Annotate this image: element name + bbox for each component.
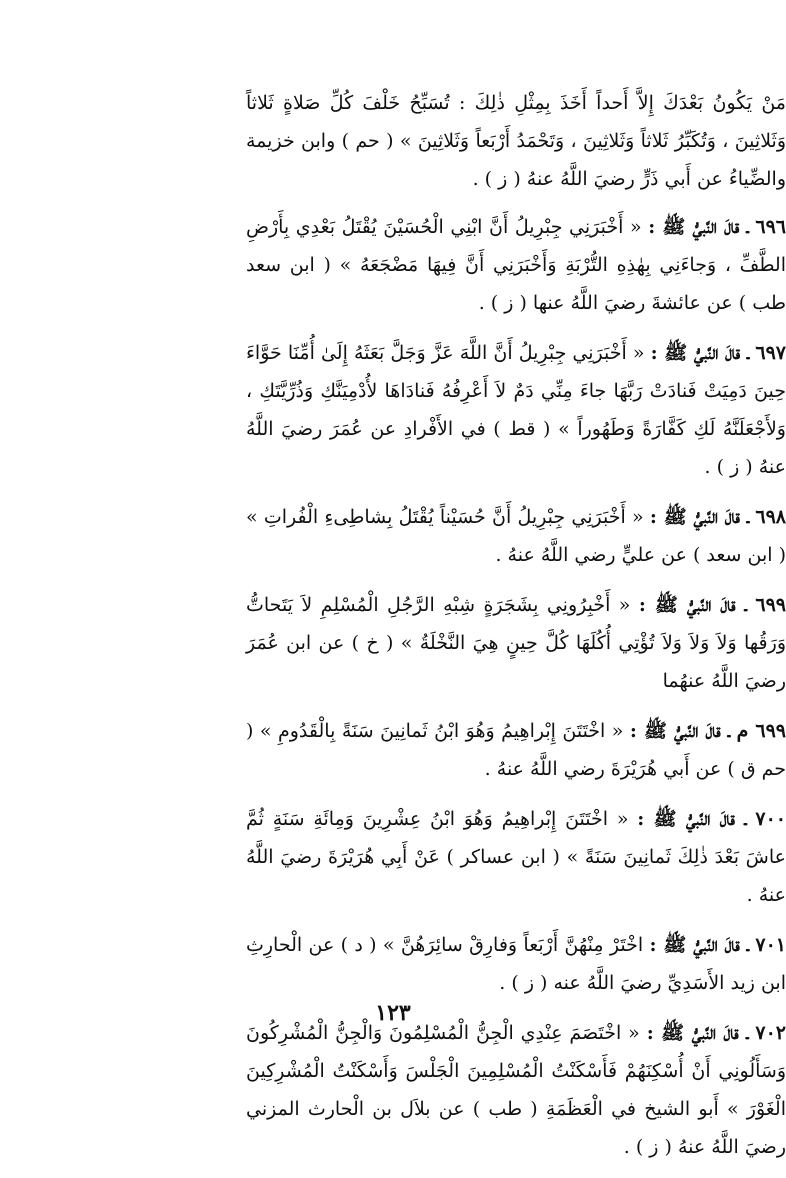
- hadith-lead: ـ قالَ النَّبيُّ ﷺ :: [650, 342, 750, 364]
- page-number: ١٢٣: [375, 1000, 411, 1026]
- hadith-number: ٦٩٦: [755, 216, 786, 238]
- hadith-lead: ـ قالَ النَّبيُّ ﷺ :: [649, 506, 750, 528]
- hadith-entry-700: [246, 800, 786, 914]
- hadith-number: ٧٠٢: [755, 1022, 786, 1044]
- hadith-text: « اخْتَصَمَ عِنْدِي الْجِنُّ الْمُسْلِمُونَ وَالْجِنُّ الْمُشْرِكُونَ وَسَأَلُونِي أَنْ أُسْكِنَهُمْ فَأَسْكَنْتُ الْمُسْلِمِينَ الْجَلْسَ وَأَسْكَنْتُ الْمُشْرِكِينَ الْغَوْرَ » أَبو الشيخ في الْعَظَمَةِ ( طب ) عن بلاَل بن الْحارث المزني رضيَ اللَّهُ عنهُ ( ز ) .: [246, 1022, 786, 1158]
- hadith-number: ٧٠٠: [755, 808, 786, 830]
- hadith-number: ٦٩٩: [755, 594, 786, 616]
- hadith-number: ٧٠١: [755, 934, 786, 956]
- hadith-number: ٦٩٩ م: [736, 720, 786, 742]
- hadith-number: ٦٩٨: [755, 506, 786, 528]
- hadith-lead: ـ قالَ النَّبيُّ ﷺ :: [648, 216, 749, 238]
- hadith-lead: ـ قالَ النَّبيُّ ﷺ :: [629, 720, 731, 742]
- hadith-text: « أَخْبِرُونِي بِشَجَرَةٍ شِبْهِ الرَّجُلِ الْمُسْلِمِ لاَ يَتَحاتُّ وَرَقُها وَلاَ وَلاَ وَلاَ تُؤْتِي أُكُلَهَا كُلَّ حِينٍ هِيَ النَّخْلَةُ » ( خ ) عن ابن عُمَرَ رضيَ اللَّهُ عنهُما: [246, 594, 786, 692]
- hadith-number: ٦٩٧: [755, 342, 786, 364]
- hadith-entry-continuation: [246, 84, 786, 198]
- hadith-text: « أَخْبَرَنِي جِبْرِيلُ أَنَّ حُسَيْناً يُقْتَلُ بِشاطِىءِ الْفُراتِ » ( ابن سعد ) عن عليٍّ رضي اللَّهُ عنهُ .: [246, 506, 786, 566]
- hadith-entry-696: [246, 208, 786, 322]
- hadith-lead: ـ قالَ النَّبيُّ ﷺ :: [649, 934, 750, 956]
- hadith-entry-697: [246, 334, 786, 486]
- hadith-text: اخْتَرْ مِنْهُنَّ أَرْبَعاً وَفارِقْ سائِرَهُنَّ » ( د ) عن الْحارِثِ ابن زيد الأَسَدِيِّ رضيَ اللَّهُ عنه ( ز ) .: [246, 934, 786, 994]
- hadith-text: مَنْ يَكُونُ بَعْدَكَ إِلاَّ أَحداً أَخَذَ بِمِثْلِ ذٰلِكَ : تُسَبِّحُ خَلْفَ كُلِّ صَلاةٍ ثَلاثاً وَثَلاثِينَ ، وَتُكَبِّرُ ثَلاثاً وَثَلاثِينَ ، وَتَحْمَدُ أَرْبَعاً وَثَلاثِينَ » ( حم ) وابن خزيمة والضِّياءُ عن أَبي ذَرٍّ رضيَ اللَّهُ عنهُ ( ز ) .: [246, 92, 786, 190]
- hadith-text: « أَخْبَرَنِي جِبْرِيلُ أَنَّ اللَّهَ عَزَّ وَجَلَّ بَعَثَهُ إِلَىٰ أُمِّنَا حَوَّاءَ حِينَ دَمِيَتْ فَنادَتْ رَبَّهَا جاءَ مِنِّي دَمٌ لاَ أَعْرِفُهُ فَنادَاهَا لأُدْمِيَنَّكِ وَذُرِّيَّتَكِ ، وَلأَجْعَلَنَّهُ لَكِ كَفَّارَةً وَطَهُوراً » ( قط ) في الأَفْرادِ عن عُمَرَ رضيَ اللَّهُ عنهُ ( ز ) .: [246, 342, 786, 478]
- hadith-entry-699: [246, 586, 786, 700]
- hadith-entry-699m: [246, 712, 786, 788]
- hadith-entry-701: [246, 926, 786, 1002]
- hadith-entry-698: [246, 498, 786, 574]
- hadith-lead: ـ قالَ النَّبيُّ ﷺ :: [638, 594, 747, 616]
- hadith-lead: ـ قالَ النَّبيُّ ﷺ :: [646, 1022, 749, 1044]
- hadith-text: « أَخْبَرَنِي جِبْرِيلُ أَنَّ ابْنِي الْحُسَيْنَ يُقْتَلُ بَعْدِي بِأَرْضِ الطَّفِّ ، وَجاءَنِي بِهٰذِهِ التُّرْبَةِ وَأَخْبَرَنِي أَنَّ فِيهَا مَضْجَعَهُ » ( ابن سعد طب ) عن عائشةَ رضيَ اللَّهُ عنها ( ز ) .: [246, 216, 786, 314]
- hadith-text: « اخْتَتَنَ إِبْراهِيمُ وَهُوَ ابْنُ عِشْرِينَ وَمِائَةِ سَنَةٍ ثُمَّ عاشَ بَعْدَ ذٰلِكَ ثَمانِينَ سَنَةً » ( ابن عساكر ) عَنْ أَبِي هُرَيْرَةَ رضيَ اللَّهُ عنهُ .: [246, 808, 786, 906]
- hadith-lead: ـ قالَ النَّبيُّ ﷺ :: [637, 808, 747, 830]
- hadith-entry-702: [246, 1014, 786, 1166]
- hadith-text: « اخْتَتَنَ إِبْراهِيمُ وَهُوَ ابْنُ ثَمانِينَ سَنَةً بِالْقَدُومِ » ( حم ق ) عن أَبي هُرَيْرَةَ رضي اللَّهُ عنهُ .: [246, 720, 786, 780]
